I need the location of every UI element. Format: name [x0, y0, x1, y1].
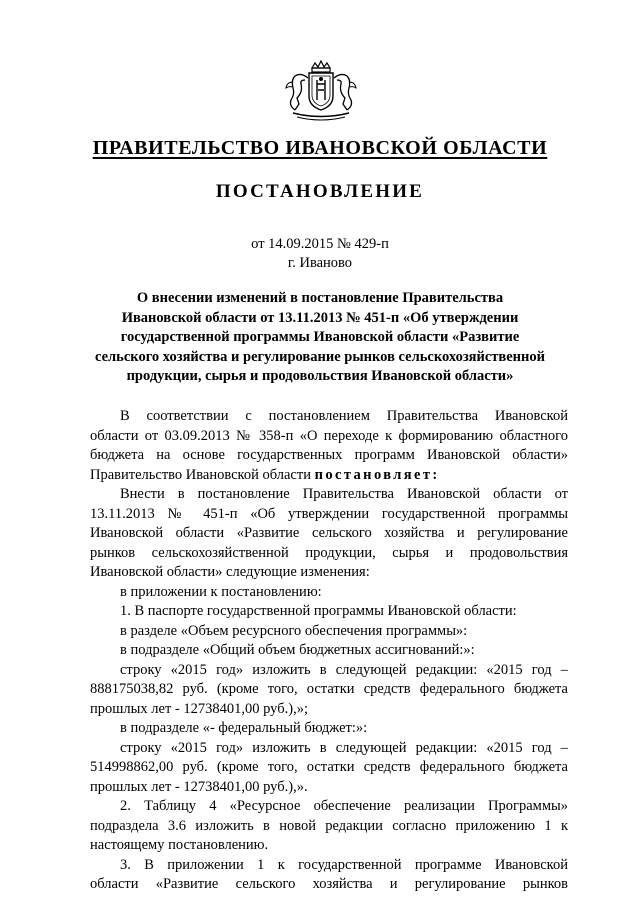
document-date-number: от 14.09.2015 № 429-п [251, 236, 389, 252]
body-line: прошлых лет - 12738401,00 руб.),». [90, 778, 308, 795]
document-heading [90, 289, 550, 387]
body-line: Ивановской области «Развитие сельского хозяйства и регулирование [90, 525, 568, 541]
body-line: Ивановской области» следующие изменения: [90, 564, 370, 580]
heading-line: продукции, сырья и продовольствия Ивановской области» [126, 368, 514, 384]
body-line: 3. В приложении 1 к государственной программе Ивановской [120, 856, 568, 873]
coat-of-arms-icon [281, 60, 361, 122]
body-line: области от 03.09.2013 № 358-п «О переходе к формированию областного [90, 427, 568, 444]
body-line: В соответствии с постановлением Правительства Ивановской [120, 408, 568, 424]
heading-line: государственной программы Ивановской области «Развитие [120, 329, 520, 345]
body-line: подраздела 3.6 изложить в новой редакции согласно приложению 1 к [90, 817, 568, 834]
body-line: в подразделе «- федеральный бюджет:»: [120, 720, 368, 736]
body-line: в приложении к постановлению: [120, 583, 322, 600]
body-line: в подразделе «Общий объем бюджетных ассигнований:»: [120, 642, 475, 658]
body-line: строку «2015 год» изложить в следующей редакции: «2015 год – [120, 661, 568, 678]
body-line: 888175038,82 руб. (кроме того, остатки средств федерального бюджета [90, 681, 568, 697]
body-text: Правительство Ивановской области [90, 466, 315, 483]
body-line: 2. Таблицу 4 «Ресурсное обеспечение реализации Программы» [120, 798, 568, 814]
body-line: рынков сельскохозяйственной продукции, сырья и продовольствия [90, 544, 568, 561]
body-line: настоящему постановлению. [90, 837, 269, 853]
heading-line: О внесении изменений в постановление Правительства [136, 290, 504, 306]
document-city: г. Иваново [287, 255, 353, 271]
document-body [90, 407, 568, 895]
body-line: 514998862,00 руб. (кроме того, остатки средств федерального бюджета [90, 759, 568, 775]
body-line: строку «2015 год» изложить в следующей редакции: «2015 год – [120, 739, 568, 756]
body-line: области «Развитие сельского хозяйства и регулирование рынков [90, 876, 568, 892]
body-line: 1. В паспорте государственной программы Ивановской области: [120, 603, 517, 619]
resolves-word: постановляет: [314, 466, 440, 483]
heading-line: Ивановской области от 13.11.2013 № 451-п «Об утверждении [121, 309, 519, 326]
document-type: ПОСТАНОВЛЕНИЕ [215, 181, 425, 202]
body-line: прошлых лет - 12738401,00 руб.),»; [90, 700, 308, 717]
body-line: Внести в постановление Правительства Ивановской области от [120, 486, 568, 502]
body-line: 13.11.2013 № 451-п «Об утверждении государственной программы [90, 505, 568, 522]
body-line: бюджета на основе государственных программ Ивановской области» [90, 447, 568, 463]
government-title: ПРАВИТЕЛЬСТВО ИВАНОВСКОЙ ОБЛАСТИ [92, 137, 548, 159]
body-line: в разделе «Объем ресурсного обеспечения программы»: [120, 622, 468, 639]
body-line [90, 466, 568, 486]
heading-line: сельского хозяйства и регулирование рынков сельскохозяйственной [95, 348, 545, 365]
